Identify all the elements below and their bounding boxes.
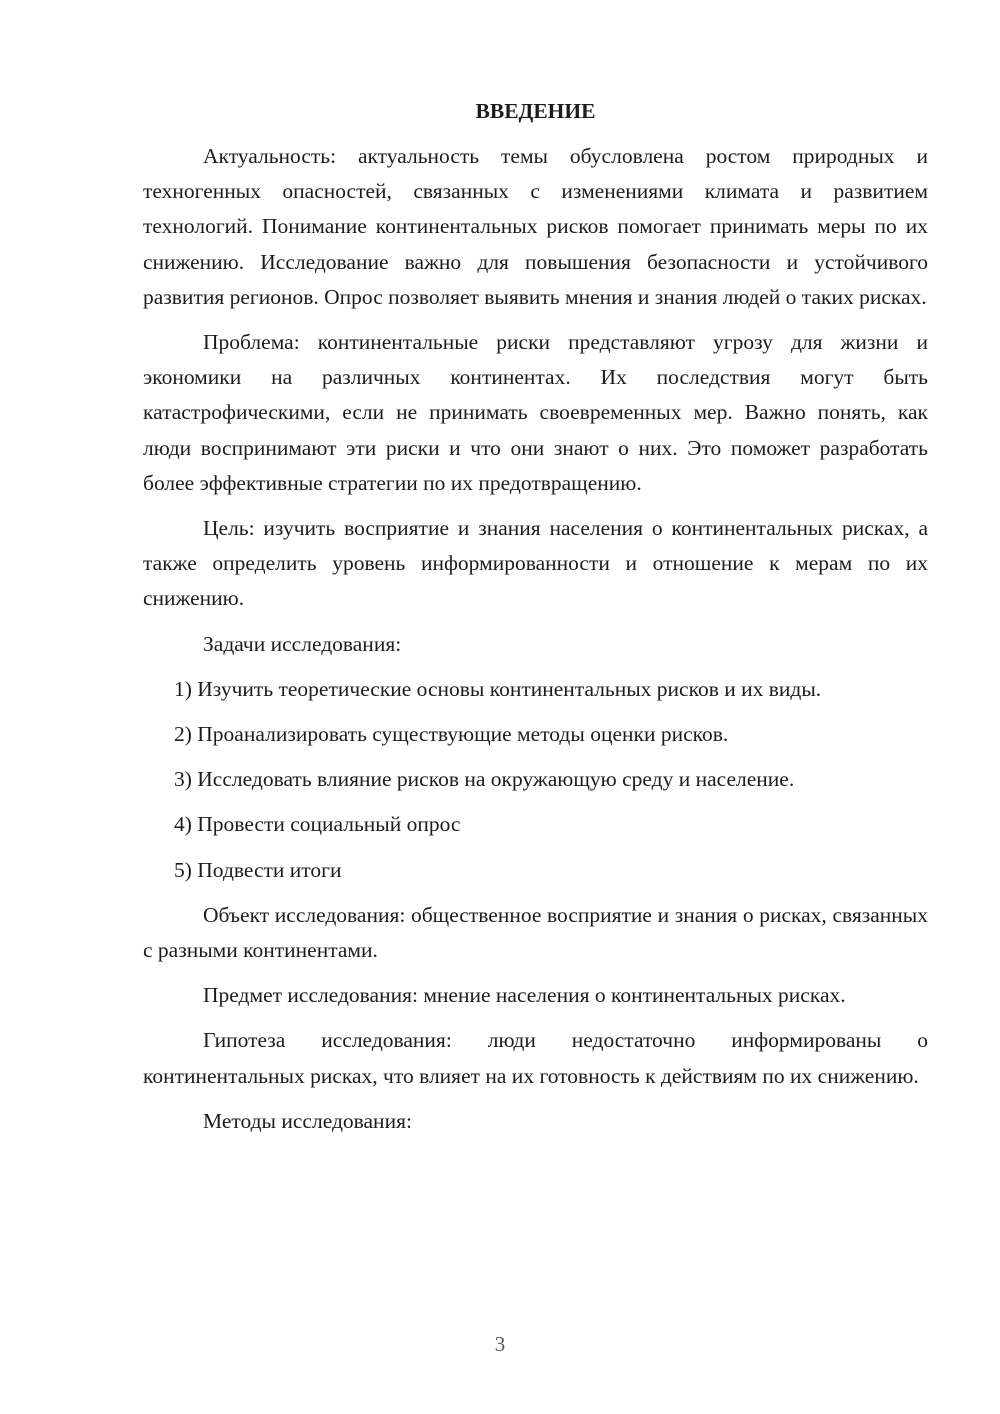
page-number: 3 bbox=[494, 1332, 506, 1356]
document-page bbox=[143, 94, 928, 1149]
methods-heading: Методы исследования: bbox=[203, 1108, 412, 1133]
paragraph-relevance: Актуальность: актуальность темы обусловлена ростом природных и техногенных опасностей, связанных с изменениями климата и развитием технологий. Понимание континентальных рисков помогает принимать меры по их снижению. Исследование важно для повышения безопасности и устойчивого развития регионов. Опрос позволяет выявить мнения и знания людей о таких рисках. bbox=[143, 144, 928, 309]
section-title: ВВЕДЕНИЕ bbox=[475, 99, 596, 123]
paragraph-subject: Предмет исследования: мнение населения о континентальных рисках. bbox=[203, 983, 846, 1008]
paragraph-hypothesis: Гипотеза исследования: люди недостаточно информированы о континентальных рисках, что влияет на их готовность к действиям по их снижению. bbox=[143, 1028, 928, 1088]
paragraph-goal: Цель: изучить восприятие и знания населения о континентальных рисках, а также определить уровень информированности и отношение к мерам по их снижению. bbox=[143, 516, 928, 611]
task-item-2: 2) Проанализировать существующие методы оценки рисков. bbox=[174, 722, 729, 747]
paragraph-problem: Проблема: континентальные риски представляют угрозу для жизни и экономики на различных континентах. Их последствия могут быть катастрофическими, если не принимать своевременных мер. Важно понять, как люди воспринимают эти риски и что они знают о них. Это поможет разработать более эффективные стратегии по их предотвращению. bbox=[143, 330, 928, 495]
task-item-1: 1) Изучить теоретические основы континентальных рисков и их виды. bbox=[174, 676, 822, 701]
task-item-4: 4) Провести социальный опрос bbox=[174, 812, 461, 837]
task-item-5: 5) Подвести итоги bbox=[174, 857, 342, 882]
tasks-heading: Задачи исследования: bbox=[203, 631, 402, 656]
paragraph-object: Объект исследования: общественное восприятие и знания о рисках, связанных с разными континентами. bbox=[143, 902, 928, 963]
task-item-3: 3) Исследовать влияние рисков на окружающую среду и население. bbox=[174, 767, 795, 792]
